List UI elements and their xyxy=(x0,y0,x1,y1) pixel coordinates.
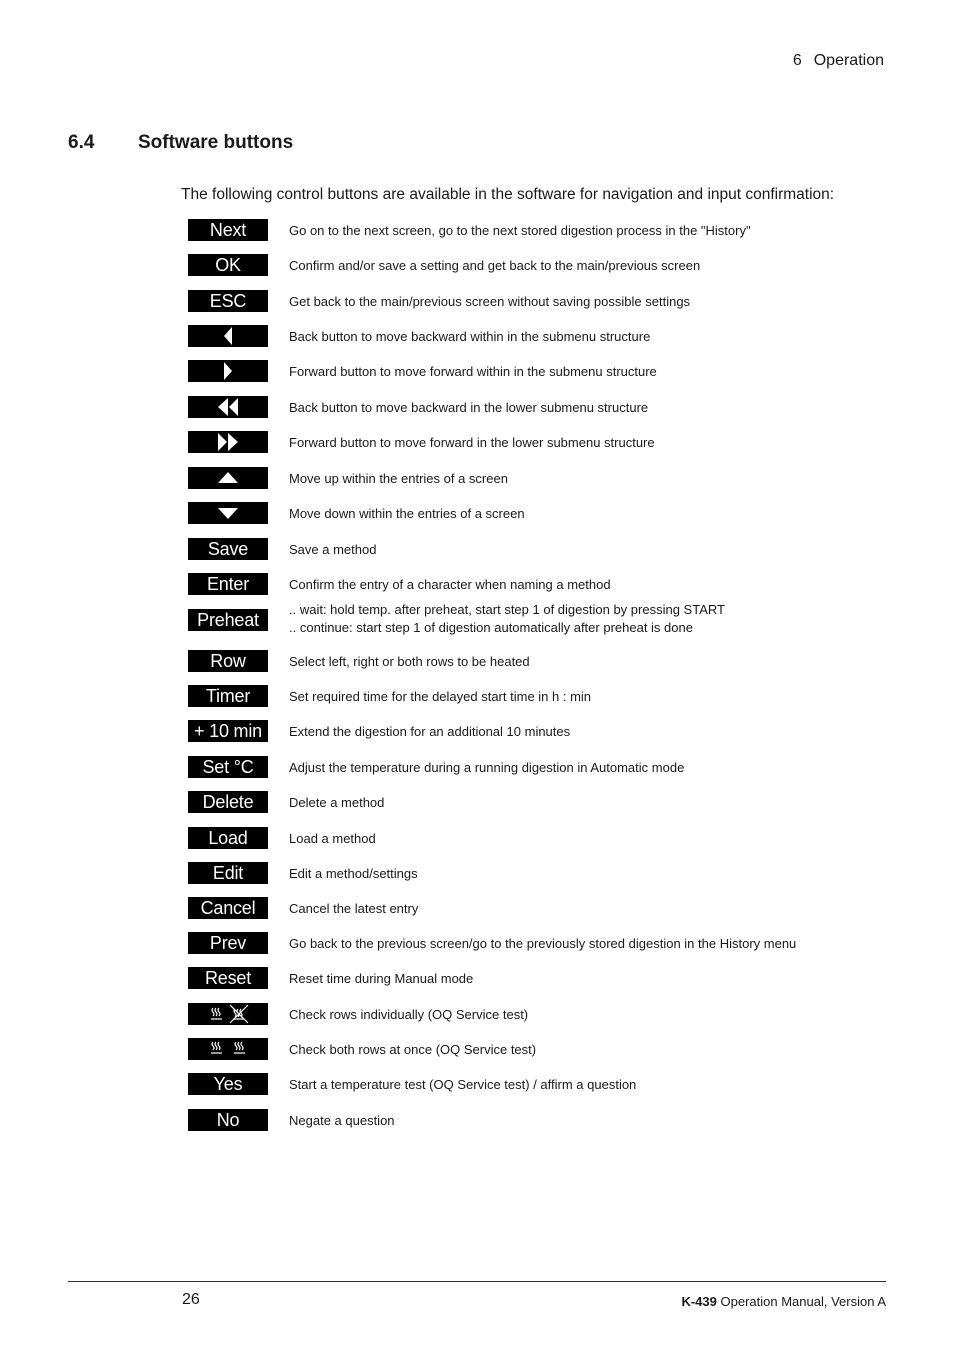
product-name: K-439 xyxy=(681,1294,717,1309)
button-description: Load a method xyxy=(289,831,376,846)
button-description: Confirm the entry of a character when naming a method xyxy=(289,577,611,592)
footer-document-title xyxy=(681,1294,886,1309)
button-description: Get back to the main/previous screen without saving possible settings xyxy=(289,294,691,309)
button-description: Adjust the temperature during a running digestion in Automatic mode xyxy=(289,760,685,775)
button-row xyxy=(188,1003,888,1027)
button-description: Check both rows at once (OQ Service test) xyxy=(289,1042,537,1057)
button-description xyxy=(289,601,725,637)
section-heading xyxy=(68,132,293,154)
chapter-title: Operation xyxy=(813,52,884,69)
next-button: Next xyxy=(188,219,268,241)
button-row xyxy=(188,791,888,815)
button-description: Check rows individually (OQ Service test) xyxy=(289,1007,529,1022)
button-description: Edit a method/settings xyxy=(289,866,418,881)
footer-divider xyxy=(68,1281,886,1282)
load-button: Load xyxy=(188,827,268,849)
back-button xyxy=(188,325,268,347)
button-row xyxy=(188,650,888,674)
esc-button: ESC xyxy=(188,290,268,312)
timer-button: Timer xyxy=(188,685,268,707)
button-row xyxy=(188,467,888,491)
button-row xyxy=(188,538,888,562)
cancel-button: Cancel xyxy=(188,897,268,919)
edit-button: Edit xyxy=(188,862,268,884)
button-row xyxy=(188,219,888,243)
arrow-left-icon xyxy=(188,325,268,347)
section-title: Software buttons xyxy=(138,132,294,153)
button-row xyxy=(188,502,888,526)
preheat-wait-description: .. wait: hold temp. after preheat, start step 1 of digestion by pressing START xyxy=(289,602,725,617)
button-description: Delete a method xyxy=(289,795,385,810)
button-row xyxy=(188,431,888,455)
button-description: Start a temperature test (OQ Service test) / affirm a question xyxy=(289,1077,637,1092)
button-row xyxy=(188,290,888,314)
button-description: Forward button to move forward within in the submenu structure xyxy=(289,364,657,379)
arrow-right-icon xyxy=(188,360,268,382)
button-description: Go back to the previous screen/go to the previously stored digestion in the History menu xyxy=(289,936,797,951)
double-forward-button xyxy=(188,431,268,453)
no-button: No xyxy=(188,1109,268,1131)
page-number: 26 xyxy=(182,1291,200,1308)
prev-button: Prev xyxy=(188,932,268,954)
arrow-down-icon xyxy=(188,502,268,524)
button-row xyxy=(188,254,888,278)
running-header xyxy=(793,52,884,70)
button-row xyxy=(188,1073,888,1097)
plus-10-min-button: + 10 min xyxy=(188,720,268,742)
button-row xyxy=(188,756,888,780)
down-button xyxy=(188,502,268,524)
up-button xyxy=(188,467,268,489)
button-description: Back button to move backward in the lower submenu structure xyxy=(289,400,649,415)
button-description: Cancel the latest entry xyxy=(289,901,419,916)
double-arrow-left-icon xyxy=(188,396,268,418)
button-row xyxy=(188,602,888,635)
ok-button: OK xyxy=(188,254,268,276)
button-description: Back button to move backward within in the submenu structure xyxy=(289,329,651,344)
button-row xyxy=(188,573,888,597)
button-description: Forward button to move forward in the lower submenu structure xyxy=(289,435,655,450)
enter-button: Enter xyxy=(188,573,268,595)
button-description: Reset time during Manual mode xyxy=(289,971,474,986)
button-row xyxy=(188,862,888,886)
button-description: Extend the digestion for an additional 10 minutes xyxy=(289,724,571,739)
button-description: Move up within the entries of a screen xyxy=(289,471,508,486)
button-description: Set required time for the delayed start time in h : min xyxy=(289,689,592,704)
reset-button: Reset xyxy=(188,967,268,989)
check-both-rows-button xyxy=(188,1038,268,1060)
button-row xyxy=(188,967,888,991)
chapter-number: 6 xyxy=(792,52,802,69)
document-version: Operation Manual, Version A xyxy=(720,1294,886,1309)
intro-paragraph: The following control buttons are available in the software for navigation and input confirmation: xyxy=(181,186,835,203)
button-description: Go on to the next screen, go to the next stored digestion process in the "History" xyxy=(289,223,751,238)
section-number: 6.4 xyxy=(68,132,95,153)
button-row xyxy=(188,1109,888,1133)
check-rows-individually-button xyxy=(188,1003,268,1025)
button-description: Save a method xyxy=(289,542,377,557)
arrow-up-icon xyxy=(188,467,268,489)
button-row xyxy=(188,360,888,384)
double-arrow-right-icon xyxy=(188,431,268,453)
button-row xyxy=(188,685,888,709)
button-row xyxy=(188,325,888,349)
yes-button: Yes xyxy=(188,1073,268,1095)
button-description: Move down within the entries of a screen xyxy=(289,506,525,521)
row-button: Row xyxy=(188,650,268,672)
button-description: Select left, right or both rows to be heated xyxy=(289,654,530,669)
button-row xyxy=(188,720,888,744)
set-temperature-button: Set °C xyxy=(188,756,268,778)
save-button: Save xyxy=(188,538,268,560)
button-row xyxy=(188,827,888,851)
double-back-button xyxy=(188,396,268,418)
forward-button xyxy=(188,360,268,382)
preheat-continue-description: .. continue: start step 1 of digestion automatically after preheat is done xyxy=(289,620,693,635)
button-row xyxy=(188,932,888,956)
button-row xyxy=(188,1038,888,1062)
button-description: Negate a question xyxy=(289,1113,395,1128)
heater-single-row-icon xyxy=(188,1003,268,1025)
button-row xyxy=(188,396,888,420)
button-row xyxy=(188,897,888,921)
heater-both-rows-icon xyxy=(188,1038,268,1060)
delete-button: Delete xyxy=(188,791,268,813)
button-description: Confirm and/or save a setting and get back to the main/previous screen xyxy=(289,258,701,273)
preheat-button: Preheat xyxy=(188,609,268,631)
